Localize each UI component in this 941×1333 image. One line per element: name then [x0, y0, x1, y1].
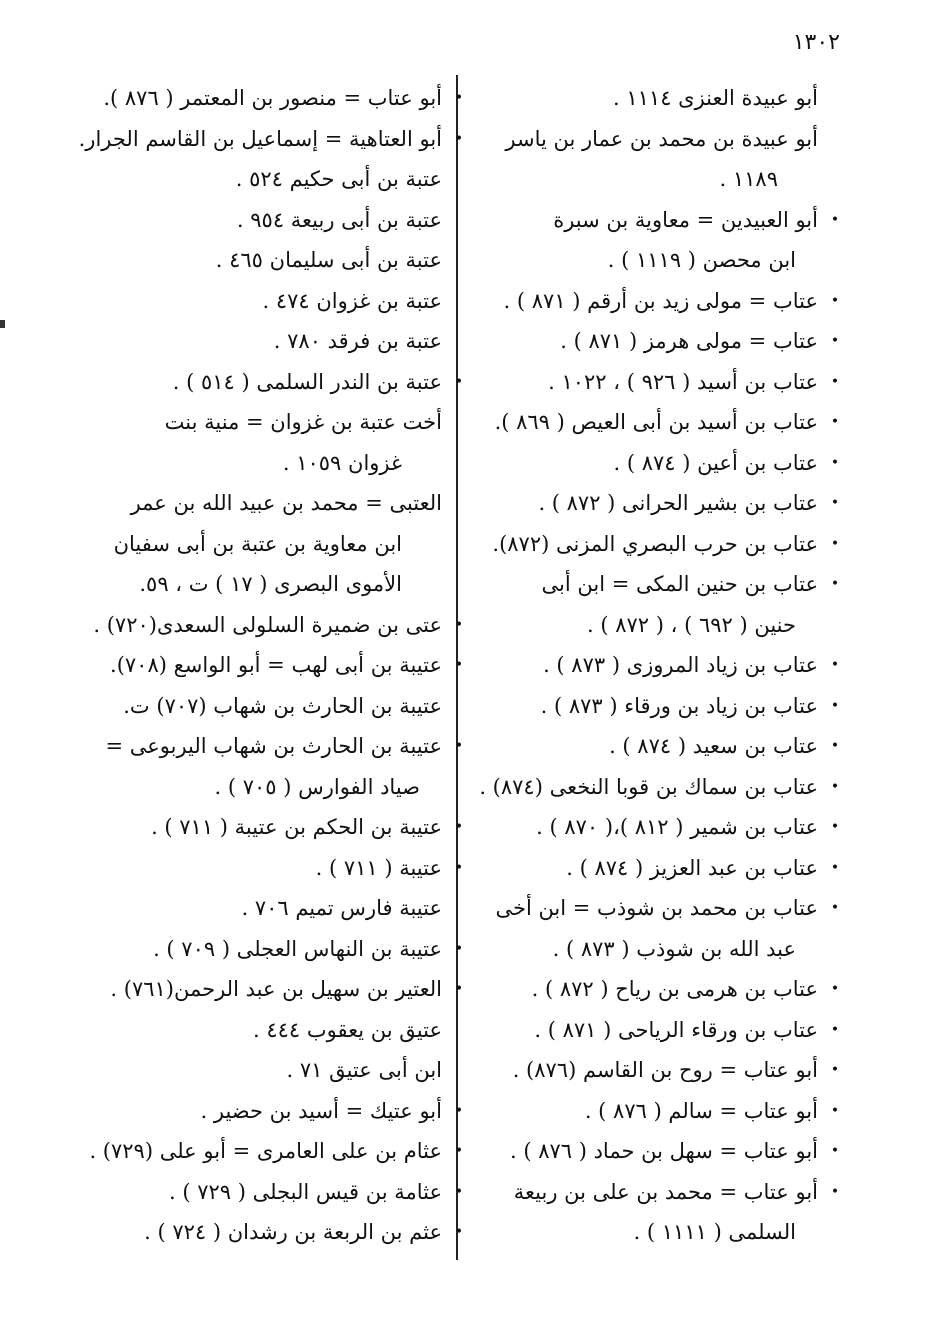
index-entry — [92, 281, 444, 322]
bullet-marker: • — [830, 697, 840, 714]
entry-line: عتاب بن ورقاء الرياحى ( ٨٧١ ) . — [534, 1017, 818, 1042]
entry-line: عتيبة فارس تميم ٧٠٦ . — [241, 896, 442, 920]
index-entry — [92, 78, 464, 119]
entry-line: عتاب بن سعيد ( ٨٧٤ ) . — [609, 734, 818, 758]
entry-line: عتبة بن فرقد ٧٨٠ . — [273, 329, 442, 353]
entry-line: العتير بن سهيل بن عبد الرحمن(٧٦١) . — [110, 977, 442, 1001]
entry-line: عتاب بن سماك بن قوبا النخعى (٨٧٤) . — [479, 774, 818, 799]
entry-line: عثام بن على العامرى = أبو على (٧٢٩) . — [89, 1139, 442, 1163]
index-entry — [470, 1172, 840, 1253]
index-entry — [470, 119, 820, 200]
entry-line: أبو عتاب = سالم ( ٨٧٦ ) . — [584, 1098, 818, 1123]
index-entry — [78, 119, 464, 160]
index-entry — [470, 483, 840, 524]
index-column-left — [78, 78, 464, 1253]
entry-line: عتاب بن أسيد ( ٩٢٦ ) ، ١٠٢٢ . — [548, 369, 818, 394]
bullet-marker: • — [454, 1183, 464, 1200]
bullet-marker: • — [454, 90, 464, 106]
bullet-marker: • — [454, 940, 464, 957]
entry-line: أخت عتبة بن غزوان = منية بنت — [164, 410, 442, 434]
entry-line: عتيبة بن النهاس العجلى ( ٧٠٩ ) . — [153, 936, 442, 961]
index-entry — [470, 1131, 840, 1172]
entry-line: عتيبة بن الحارث بن شهاب (٧٠٧) ت. — [123, 693, 442, 718]
index-column-right — [470, 78, 840, 1253]
entry-line: عتاب بن شمير ( ٨١٢ )،( ٨٧٠ ) . — [536, 815, 818, 839]
index-entry — [92, 1212, 464, 1253]
entry-line: عتى بن ضميرة السلولى السعدى(٧٢٠) . — [93, 612, 442, 637]
bullet-marker: • — [454, 657, 464, 673]
entry-continuation-line: غزوان ١٠٥٩ . — [282, 450, 402, 475]
bullet-marker: • — [454, 616, 464, 633]
entry-line: عتيبة ( ٧١١ ) . — [315, 855, 442, 880]
bullet-marker: • — [830, 778, 840, 795]
entry-line: عثم بن الربعة بن رشدان ( ٧٢٤ ) . — [144, 1220, 442, 1244]
index-entry — [470, 321, 840, 362]
entry-line: أبو العبيدين = معاوية بن سبرة — [553, 207, 818, 232]
entry-line: عتيبة بن أبى لهب = أبو الواسع (٧٠٨). — [110, 653, 442, 677]
entry-line: أبو عبيدة بن محمد بن عمار بن ياسر — [505, 126, 818, 151]
bullet-marker: • — [454, 1143, 464, 1159]
index-entry — [470, 767, 840, 808]
bullet-marker: • — [830, 657, 840, 673]
bullet-marker: • — [830, 1021, 840, 1038]
index-entry — [92, 362, 464, 403]
index-entry — [92, 402, 444, 483]
bullet-marker: • — [454, 981, 464, 997]
entry-line: ابن أبى عتيق ٧١ . — [286, 1058, 442, 1082]
index-entry — [92, 848, 464, 889]
scan-edge-mark — [0, 320, 5, 328]
bullet-marker: • — [830, 495, 840, 511]
entry-line: عتبة بن غزوان ٤٧٤ . — [262, 288, 442, 313]
entry-line: عتاب بن أسيد بن أبى العيص ( ٨٦٩ ). — [494, 410, 818, 434]
index-entry — [92, 645, 464, 686]
entry-line: عتاب بن عبد العزيز ( ٨٧٤ ) . — [566, 855, 818, 880]
index-entry — [470, 1050, 840, 1091]
index-entry — [470, 362, 840, 403]
index-entry — [92, 929, 464, 970]
bullet-marker: • — [830, 373, 840, 390]
index-entry — [470, 443, 840, 484]
bullet-marker: • — [454, 819, 464, 835]
index-entry — [470, 645, 840, 686]
bullet-marker: • — [454, 1224, 464, 1240]
index-entry — [470, 726, 840, 767]
bullet-marker: • — [830, 1143, 840, 1159]
bullet-marker: • — [454, 859, 464, 876]
index-entry — [92, 726, 464, 807]
entry-line: عتبة بن الندر السلمى ( ٥١٤ ) . — [172, 369, 442, 394]
bullet-marker: • — [830, 900, 840, 916]
bullet-marker: • — [830, 333, 840, 349]
index-entry — [92, 605, 464, 646]
entry-line: أبو عتاب = محمد بن على بن ربيعة — [513, 1179, 818, 1204]
entry-line: عتيبة بن الحارث بن شهاب اليربوعى = — [105, 734, 442, 758]
entry-line: عتبة بن أبى ربيعة ٩٥٤ . — [236, 207, 442, 232]
bullet-marker: • — [830, 454, 840, 471]
entry-continuation-line: السلمى ( ١١١١ ) . — [633, 1220, 796, 1244]
index-entry — [470, 281, 840, 322]
index-entry — [89, 1131, 464, 1172]
page-number: ١٣٠٢ — [792, 30, 840, 55]
entry-continuation-line: صياد الفوارس ( ٧٠٥ ) . — [214, 774, 420, 799]
entry-line: عتاب بن أعين ( ٨٧٤ ) . — [613, 450, 818, 475]
entry-line: عتاب بن بشير الحرانى ( ٨٧٢ ) . — [538, 491, 818, 515]
entry-continuation-line: حنين ( ٦٩٢ ) ، ( ٨٧٢ ) . — [587, 612, 796, 637]
index-entry — [92, 483, 444, 605]
entry-line: عتاب بن هرمى بن رياح ( ٨٧٢ ) . — [531, 977, 818, 1001]
bullet-marker: • — [830, 292, 840, 309]
entry-line: أبو عتاب = روح بن القاسم (٨٧٦) . — [512, 1058, 818, 1082]
index-entry — [92, 807, 464, 848]
index-entry — [92, 321, 444, 362]
bullet-marker: • — [454, 738, 464, 754]
index-entry — [92, 1172, 464, 1213]
index-entry — [92, 1091, 464, 1132]
index-entry — [92, 969, 464, 1010]
bullet-marker: • — [830, 535, 840, 552]
entry-line: عتاب بن حنين المكى = ابن أبى — [541, 572, 818, 596]
index-entry — [470, 848, 840, 889]
index-entry — [92, 159, 444, 200]
entry-line: أبو عتاب = سهل بن حماد ( ٨٧٦ ) . — [509, 1139, 818, 1163]
bullet-marker: • — [830, 859, 840, 876]
entry-line: عثامة بن قيس البجلى ( ٧٢٩ ) . — [169, 1179, 442, 1204]
entry-line: عتبة بن أبى سليمان ٤٦٥ . — [215, 248, 442, 272]
entry-continuation-line: ابن محصن ( ١١١٩ ) . — [607, 248, 796, 272]
index-entry — [92, 1010, 444, 1051]
bullet-marker: • — [830, 981, 840, 997]
entry-continuation-line: عبد الله بن شوذب ( ٨٧٣ ) . — [552, 936, 796, 961]
entry-line: عتيبة بن الحكم بن عتيبة ( ٧١١ ) . — [151, 815, 442, 839]
entry-line: أبو عبيدة العنزى ١١١٤ . — [613, 86, 818, 110]
entry-line: عتاب بن زياد بن ورقاء ( ٨٧٣ ) . — [540, 693, 818, 718]
entry-line: العتبى = محمد بن عبيد الله بن عمر — [130, 491, 442, 515]
entry-line: عتاب بن زياد المروزى ( ٨٧٣ ) . — [543, 653, 818, 677]
bullet-marker: • — [830, 1183, 840, 1200]
index-entry — [92, 200, 444, 241]
entry-line: أبو عتاب = منصور بن المعتمر ( ٨٧٦ ). — [103, 86, 442, 110]
index-entry — [92, 686, 444, 727]
index-entry — [470, 807, 840, 848]
index-entry — [470, 1091, 840, 1132]
bullet-marker: • — [830, 211, 840, 228]
bullet-marker: • — [830, 819, 840, 835]
entry-line: عتاب بن حرب البصري المزنى (٨٧٢). — [492, 531, 818, 556]
bullet-marker: • — [454, 1102, 464, 1119]
index-entry — [470, 969, 840, 1010]
bullet-marker: • — [454, 373, 464, 390]
index-entry — [470, 524, 840, 565]
index-entry — [470, 564, 840, 645]
index-entry — [92, 240, 444, 281]
entry-line: عتاب = مولى زيد بن أرقم ( ٨٧١ ) . — [503, 288, 818, 313]
index-entry — [470, 200, 840, 281]
entry-line: عتاب = مولى هرمز ( ٨٧١ ) . — [560, 329, 818, 353]
bullet-marker: • — [454, 130, 464, 147]
entry-line: عتبة بن أبى حكيم ٥٢٤ . — [235, 167, 442, 191]
entry-continuation-line: ابن معاوية بن عتبة بن أبى سفيان — [113, 531, 402, 556]
index-entry — [470, 686, 840, 727]
bullet-marker: • — [830, 738, 840, 754]
entry-line: عتاب بن محمد بن شوذب = ابن أخى — [495, 896, 818, 920]
index-entry — [470, 402, 840, 443]
index-entry — [470, 1010, 840, 1051]
bullet-marker: • — [830, 1102, 840, 1119]
bullet-marker: • — [830, 576, 840, 592]
entry-continuation-line: ١١٨٩ . — [719, 167, 778, 191]
entry-line: أبو عتيك = أسيد بن حضير . — [200, 1098, 442, 1123]
entry-line: عتيق بن يعقوب ٤٤٤ . — [253, 1017, 442, 1042]
index-entry — [92, 1050, 444, 1091]
bullet-marker: • — [830, 414, 840, 430]
index-entry — [470, 78, 820, 119]
entry-line: أبو العتاهية = إسماعيل بن القاسم الجرار. — [78, 126, 442, 151]
bullet-marker: • — [830, 1062, 840, 1078]
index-entry — [92, 888, 444, 929]
index-entry — [470, 888, 840, 969]
entry-continuation-line: الأموى البصرى ( ١٧ ) ت ، ٥٩. — [139, 572, 402, 596]
